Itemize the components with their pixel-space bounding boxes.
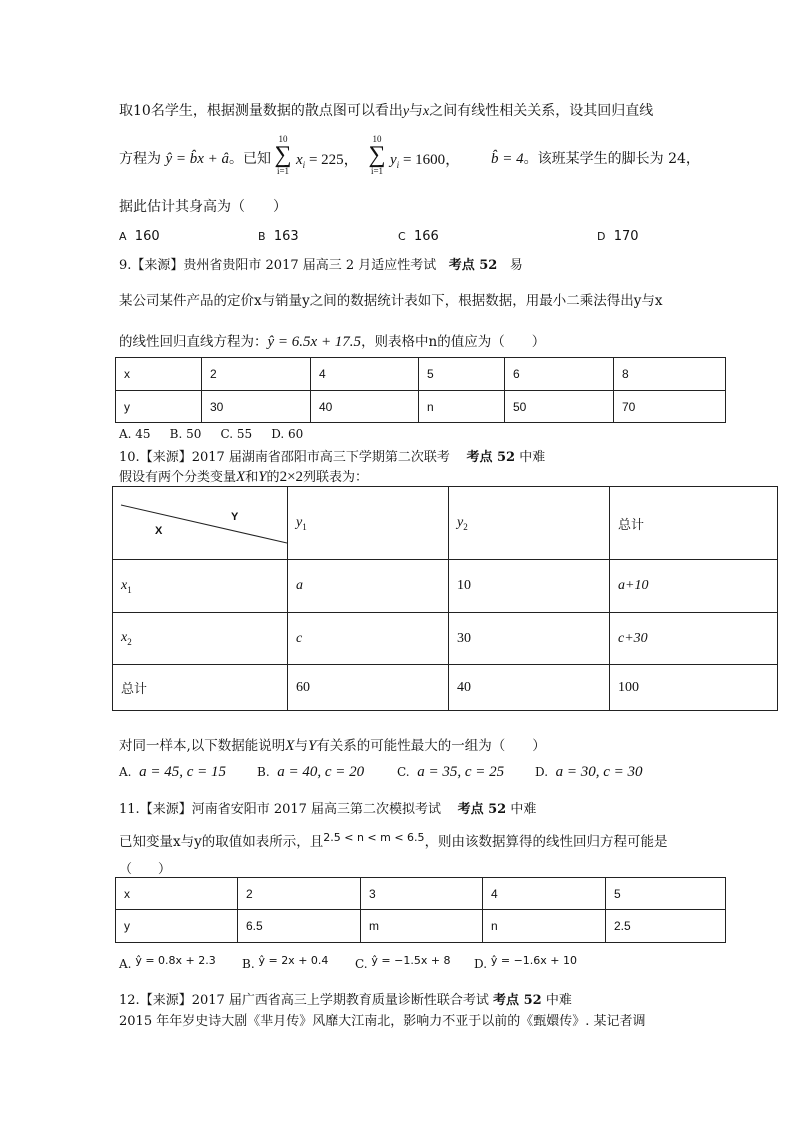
- knowledge-point: 考点 52: [466, 450, 516, 465]
- diagonal-label-y: Y: [231, 511, 239, 523]
- sigma-symbol: ∑: [368, 142, 386, 168]
- option-value: a = 35, c = 25: [417, 764, 505, 780]
- q11-option-d: [474, 954, 577, 971]
- var-y: Y: [307, 738, 317, 754]
- option-value: ŷ = −1.5x + 8: [371, 954, 451, 967]
- table-cell: m: [361, 910, 483, 943]
- q8-line2: [119, 148, 271, 168]
- row-x1: [113, 560, 288, 613]
- table-cell: 10: [449, 560, 610, 613]
- sum2-value: = 1600: [402, 152, 446, 168]
- q9-header: [119, 254, 523, 273]
- sum1-var: x: [296, 152, 303, 168]
- option-value: a = 30, c = 30: [555, 764, 643, 780]
- sum-top: 10: [278, 134, 288, 144]
- q11-header: [119, 798, 536, 817]
- header-y2: [449, 487, 610, 560]
- var-x: x: [423, 104, 430, 119]
- difficulty-label: 中难: [510, 802, 537, 817]
- q10-line1-end: 列联表为：: [303, 470, 369, 485]
- y2-sub: 2: [463, 521, 468, 532]
- table-row: [113, 613, 778, 665]
- option-key: B.: [242, 957, 255, 971]
- option-key: D: [597, 230, 606, 243]
- option-key: A.: [119, 957, 132, 971]
- table-row: [116, 878, 726, 910]
- question-number: 10.: [119, 450, 140, 465]
- option-value: 166: [413, 229, 439, 244]
- table-cell: c: [288, 613, 449, 665]
- q9-option-d: D. 60: [271, 427, 304, 441]
- difficulty-label: 易: [509, 258, 523, 273]
- table-cell: 60: [288, 665, 449, 711]
- table-cell: 3: [361, 878, 483, 910]
- q10-option-a: [119, 764, 226, 781]
- question-number: 12.: [119, 993, 140, 1008]
- table-row: [116, 910, 726, 943]
- sum2-expr: $y_i = 1600$，: [390, 150, 461, 170]
- q12-line1: 2015 年年岁史诗大剧《芈月传》风靡大江南北，影响力不亚于以前的《甄嬛传》. 某记者调: [119, 1014, 646, 1029]
- table-cell: c+30: [610, 613, 778, 665]
- q10-question: [119, 734, 546, 755]
- option-value: ŷ = 0.8x + 2.3: [135, 954, 216, 967]
- table-cell: 6: [505, 358, 614, 391]
- table-cell: 40: [449, 665, 610, 711]
- option-value: a = 45, c = 15: [139, 764, 227, 780]
- question-number: 9.: [119, 258, 132, 273]
- option-key: D.: [535, 765, 549, 779]
- q8-option-c: [398, 229, 439, 244]
- option-key: A.: [119, 765, 132, 779]
- sum1-sub: i: [302, 160, 306, 170]
- table-cell: 70: [614, 391, 726, 423]
- q11-option-a: [119, 954, 216, 971]
- sum-sign-2: [365, 134, 389, 176]
- q10-option-c: [397, 764, 504, 781]
- table-row: [113, 665, 778, 711]
- y2-var: y: [457, 514, 464, 530]
- q11-option-c: [355, 954, 451, 971]
- q9-line2-end: ，则表格中n的值应为（ ）: [361, 334, 546, 350]
- q8-option-a: [119, 229, 160, 244]
- q9-option-a: A. 45: [119, 427, 151, 441]
- var-y: y: [402, 104, 410, 119]
- option-key: A: [119, 230, 127, 243]
- q12-header: [119, 989, 572, 1008]
- var-x: X: [236, 469, 246, 485]
- q8-option-b: [258, 229, 299, 244]
- question-number: 11.: [119, 802, 140, 817]
- diagonal-header-cell: [113, 487, 288, 560]
- option-value: 170: [613, 229, 639, 244]
- table-row: [116, 391, 726, 423]
- table-cell: a: [288, 560, 449, 613]
- q8-line1-mid: 与: [409, 103, 424, 119]
- q8-line1: [119, 100, 653, 120]
- option-key: B.: [257, 765, 270, 779]
- q9-line2: [119, 330, 545, 351]
- sum-sign-1: [271, 134, 295, 176]
- option-key: C: [398, 230, 406, 243]
- q10-header: [119, 446, 545, 465]
- q10-option-b: [257, 764, 364, 781]
- difficulty-label: 中难: [519, 450, 546, 465]
- q10-line1-start: 假设有两个分类变量: [119, 470, 237, 485]
- q8-line1-text: 取10名学生，根据测量数据的散点图可以看出: [119, 103, 403, 119]
- table-cell: 100: [610, 665, 778, 711]
- table-dimension: 2×2: [279, 469, 304, 485]
- question-source: 【来源】贵州省贵阳市 2017 届高三 2 月适应性考试: [131, 258, 437, 273]
- difficulty-label: 中难: [545, 993, 572, 1008]
- sigma-symbol: ∑: [274, 142, 292, 168]
- y1-var: y: [296, 514, 303, 530]
- regression-equation: ŷ = b̂x + â: [165, 151, 230, 167]
- option-key: B: [258, 230, 266, 243]
- q8-line1-end: 之间有线性相关关系，设其回归直线: [429, 103, 654, 119]
- y1-sub: 1: [302, 521, 307, 532]
- knowledge-point: 考点 52: [493, 993, 542, 1008]
- x2-var: x: [121, 630, 128, 646]
- sum2-var: y: [390, 152, 397, 168]
- table-cell: x: [116, 358, 202, 391]
- sum1-value: = 225: [308, 152, 344, 168]
- diagonal-line: [113, 487, 287, 560]
- q8-line2-end: 。该班某学生的脚长为 24，: [523, 151, 700, 167]
- q11-data-table: [115, 877, 726, 943]
- q9-option-b: B. 50: [169, 427, 202, 441]
- knowledge-point: 考点 52: [448, 258, 498, 273]
- table-cell: 30: [202, 391, 311, 423]
- question-source: 【来源】2017 届湖南省邵阳市高三下学期第二次联考: [139, 450, 450, 465]
- table-cell: 6.5: [238, 910, 361, 943]
- q10-option-d: [535, 764, 643, 781]
- sum-bottom: i=1: [276, 166, 290, 176]
- sum-bottom: i=1: [370, 166, 384, 176]
- q8-line2-known: 。已知: [229, 151, 272, 167]
- x1-var: x: [121, 577, 128, 593]
- option-key: C.: [355, 957, 368, 971]
- q10-and2: 与: [294, 738, 308, 754]
- q11-line1-start: 已知变量x与y的取值如表所示，且: [119, 834, 324, 850]
- var-y: Y: [258, 469, 267, 485]
- diagonal-label-x: X: [155, 525, 163, 537]
- q11-line2: （ ）: [119, 862, 172, 877]
- table-row: [116, 358, 726, 391]
- q9-line1: 某公司某件产品的定价x与销量y之间的数据统计表如下，根据数据，用最小二乘法得出y与x: [119, 293, 663, 309]
- q11-option-b: [242, 954, 329, 971]
- q10-question-start: 对同一样本,以下数据能说明: [119, 738, 286, 754]
- sum1-expr: $x_i = 225$，: [296, 150, 359, 170]
- option-value: 160: [134, 229, 160, 244]
- q11-line1: [119, 830, 668, 850]
- q10-line1: [119, 466, 368, 486]
- q11-line1-end: ，则由该数据算得的线性回归方程可能是: [424, 834, 668, 850]
- q10-the: 的: [266, 470, 280, 485]
- table-cell: n: [483, 910, 606, 943]
- x1-sub: 1: [127, 584, 132, 595]
- table-cell: 5: [606, 878, 726, 910]
- table-cell: 5: [419, 358, 505, 391]
- q10-and: 和: [245, 470, 259, 485]
- q11-condition: 2.5 < n < m < 6.5: [323, 831, 425, 844]
- table-row: [113, 560, 778, 613]
- sum-top: 10: [372, 134, 382, 144]
- option-key: D.: [474, 957, 488, 971]
- table-cell: 30: [449, 613, 610, 665]
- q9-options: [119, 427, 303, 441]
- option-value: 163: [273, 229, 299, 244]
- x2-sub: 2: [127, 636, 132, 647]
- knowledge-point: 考点 52: [457, 802, 507, 817]
- option-key: C.: [397, 765, 410, 779]
- table-cell: y: [116, 910, 238, 943]
- table-row: [113, 487, 778, 560]
- q8-line2-start: 方程为: [119, 151, 161, 167]
- var-x: X: [285, 738, 295, 754]
- table-cell: 2: [202, 358, 311, 391]
- question-source: 【来源】河南省安阳市 2017 届高三第二次模拟考试: [139, 802, 442, 817]
- row-x2: [113, 613, 288, 665]
- table-cell: n: [419, 391, 505, 423]
- question-source: 【来源】2017 届广西省高三上学期教育质量诊断性联合考试: [139, 993, 489, 1008]
- table-cell: 50: [505, 391, 614, 423]
- sum2-sub: i: [396, 160, 400, 170]
- table-cell: 4: [483, 878, 606, 910]
- table-cell: a+10: [610, 560, 778, 613]
- table-cell: 40: [311, 391, 419, 423]
- q9-option-c: C. 55: [220, 427, 253, 441]
- q9-line2-start: 的线性回归直线方程为：: [119, 334, 268, 350]
- contingency-table: [112, 486, 778, 711]
- table-cell: y: [116, 391, 202, 423]
- q8-option-d: [597, 229, 639, 244]
- q8-line2-tail: [491, 148, 700, 168]
- q9-data-table: [115, 357, 726, 423]
- option-value: ŷ = −1.6x + 10: [490, 954, 577, 967]
- option-value: ŷ = 2x + 0.4: [258, 954, 329, 967]
- option-value: a = 40, c = 20: [277, 764, 365, 780]
- q9-equation: ŷ = 6.5x + 17.5: [267, 334, 362, 350]
- q10-question-end: 有关系的可能性最大的一组为（ ）: [316, 738, 546, 754]
- row-total: 总计: [113, 665, 288, 711]
- q8-line3: 据此估计其身高为（ ）: [119, 199, 287, 215]
- table-cell: x: [116, 878, 238, 910]
- table-cell: 2.5: [606, 910, 726, 943]
- table-cell: 4: [311, 358, 419, 391]
- b-hat-value: b̂ = 4: [491, 151, 524, 167]
- table-cell: 2: [238, 878, 361, 910]
- header-y1: [288, 487, 449, 560]
- header-total: 总计: [610, 487, 778, 560]
- table-cell: 8: [614, 358, 726, 391]
